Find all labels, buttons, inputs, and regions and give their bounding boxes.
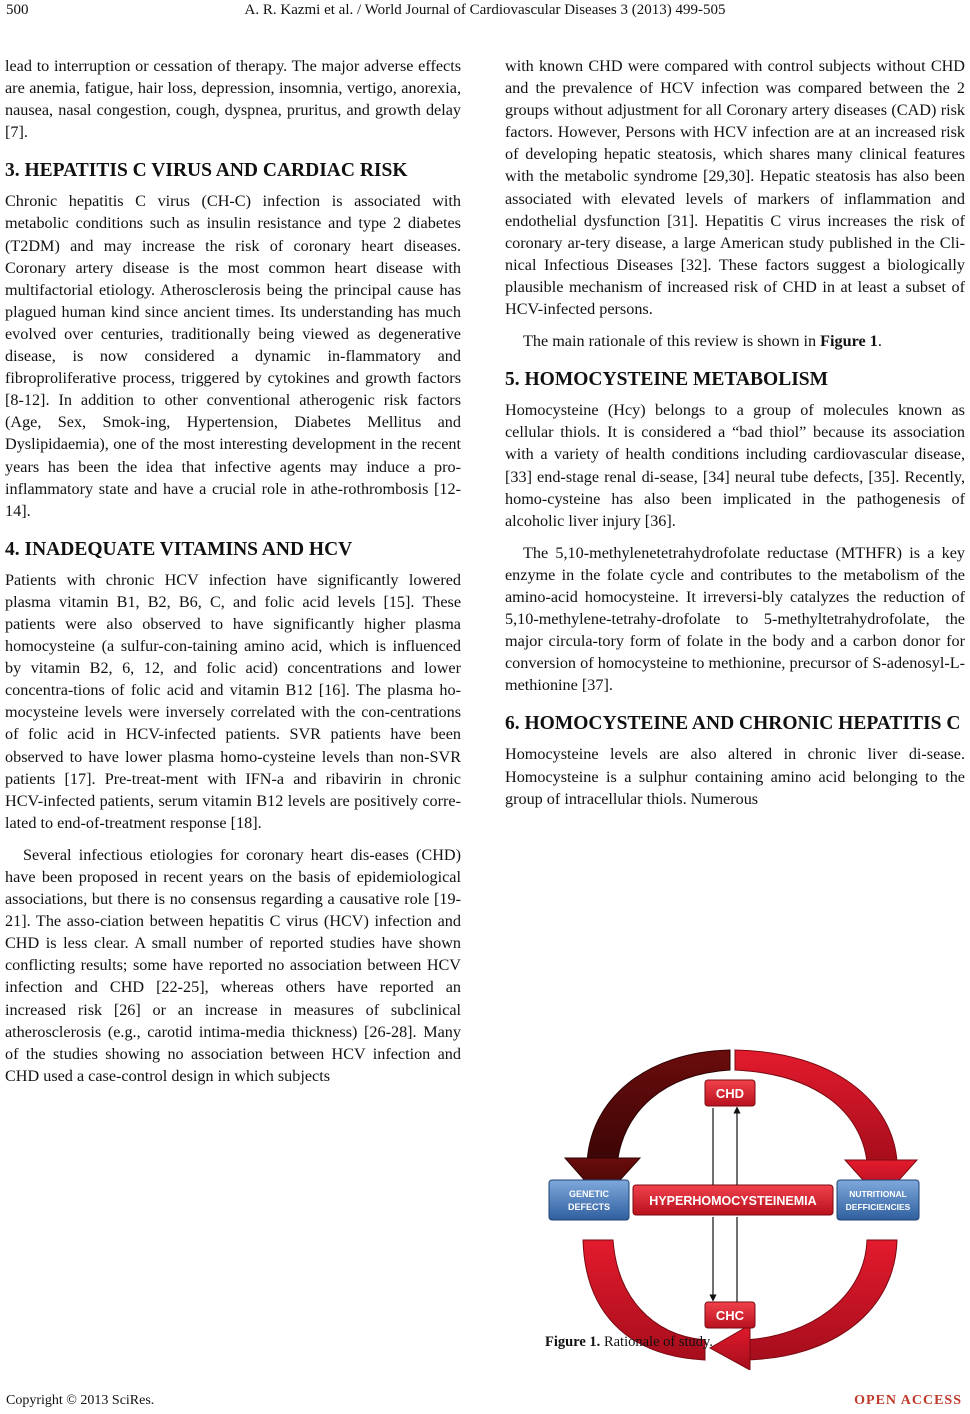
- nutritional-deficiencies-label-2: DEFFICIENCIES: [845, 1202, 911, 1212]
- caption-label: Figure 1.: [545, 1334, 601, 1350]
- section-heading-3: 3. HEPATITIS C VIRUS AND CARDIAC RISK: [5, 160, 408, 182]
- running-head: A. R. Kazmi et al. / World Journal of Cardiovascular Diseases 3 (2013) 499-505: [244, 2, 726, 18]
- section-heading-5: 5. HOMOCYSTEINE METABOLISM: [505, 369, 829, 391]
- figure-reference: Figure 1: [820, 332, 878, 351]
- genetic-defects-label-1: GENETIC: [568, 1189, 610, 1199]
- page-header: [0, 0, 970, 22]
- figure-caption: [545, 1334, 713, 1351]
- dark-red-curved-arrow: [587, 1050, 730, 1165]
- page-number: 500: [6, 2, 29, 18]
- section-heading-4: 4. INADEQUATE VITAMINS AND HCV: [5, 538, 353, 560]
- paragraph-figure-ref: [505, 330, 965, 352]
- nutritional-deficiencies-label-1: NUTRITIONAL: [849, 1189, 907, 1199]
- chd-label: CHD: [715, 1086, 745, 1101]
- left-column: [5, 55, 461, 1097]
- paragraph: lead to interruption or cessation of therapy. The major adverse effects are anemia, fatigue, hair loss, depression, insomnia, vertigo, anorexia, nausea, nasal congestion, cough, dyspnea, pruritus, and growth delay [7].: [5, 57, 461, 142]
- red-curved-arrow-bottom: [745, 1240, 897, 1360]
- copyright-footer: Copyright © 2013 SciRes.: [6, 1393, 155, 1408]
- paragraph: with known CHD were compared with control subjects without CHD and the prevalence of HCV infection was compared between the 2 groups without adjustment for all Coronary artery diseases (CAD) risk factors. However, Persons with HCV infection are at an increased risk of developing hepatic steatosis, which shares many clinical features with the metabolic syndrome [29,30]. Hepatic steatosis has also been associated with elevated levels of markers of inflammation and endothelial dysfunction [31]. Hepatitis C virus increases the risk of coronary ar-tery disease, a large American study published in the Cli-nical Infectious Diseases [32]. These factors suggest a biologically plausible mechanism of increased risk of CHD in at least a subset of HCV-infected persons.: [505, 57, 965, 319]
- paragraph: Patients with chronic HCV infection have significantly lowered plasma vitamin B1, B2, B6, C, and folic acid levels [15]. These patients were also observed to have significantly higher plasma homocysteine (a sulfur-con-taining amino acid, which is influenced by vitamin B2, 6, 12, and folic acid) concentrations and lower concentra-tions of folic acid and vitamin B12 [16]. The plasma ho-mocysteine levels were inversely correlated with the con-centrations of folic acid in HCV-infected patients. SVR patients have been observed to have lower plasma homo-cysteine levels than non-SVR patients [17]. Pre-treat-ment with IFN-a and ribavirin in chronic HCV-infected patients, serum vitamin B12 levels are positively corre-lated to end-of-treatment response [18].: [5, 570, 461, 832]
- open-access-footer: OPEN ACCESS: [854, 1393, 962, 1408]
- right-column: [505, 55, 965, 820]
- paragraph: The 5,10-methylenetetrahydrofolate reductase (MTHFR) is a key enzyme in the folate cycle and contributes to the metabolism of the amino-acid homocysteine. It irreversi-bly catalyzes the reduction of 5,10-methylene-tetrahy-drofolate to 5-methyltetrahydrofolate, the major circula-tory form of folate in the body and a carbon donor for conversion of homocysteine to methionine, precursor of S-adenosyl-L-methionine [37].: [505, 543, 965, 695]
- genetic-defects-label-2: DEFECTS: [567, 1202, 611, 1212]
- paragraph: Several infectious etiologies for coronary heart dis-eases (CHD) have been proposed in recent years on the basis of epidemiological associations, but there is no consensus regarding a causative role [19-21]. The asso-ciation between hepatitis C virus (HCV) infection and CHD is less clear. A small number of reported studies have shown conflicting results; some have reported no association between HCV infection and CHD [22-25], whereas others have reported an increased risk [26] or an increase in measures of subclinical atherosclerosis (e.g., carotid intima-media thickness) [26-28]. Many of the studies showing no association between HCV infection and CHD used a case-control design in which subjects: [5, 845, 461, 1085]
- paragraph: Homocysteine (Hcy) belongs to a group of molecules known as cellular thiols. It is considered a “bad thiol” because its association with a variety of health conditions including cardiovascular disease, [33] end-stage renal di-sease, [34] neural tube defects, [35]. Recently, homo-cysteine has also been implicated in the pathogenesis of alcoholic liver injury [36].: [505, 401, 965, 530]
- paragraph: Homocysteine levels are also altered in chronic liver di-sease. Homocysteine is a sulphur containing amino acid belonging to the group of intracellular thiols. Numerous: [505, 745, 965, 808]
- text: .: [877, 332, 882, 351]
- paragraph: Chronic hepatitis C virus (CH-C) infection is associated with metabolic conditions such as insulin resistance and type 2 diabetes (T2DM) and may increase the risk of coronary heart diseases. Coronary artery disease is the most common heart disease with multifactorial etiology. Atherosclerosis being the principal cause has plagued human kind since ancient times. Its understanding has much evolved over centuries, traditionally being viewed as degenerative disease, is now considered a dynamic in-flammatory and fibroproliferative process, triggered by cytokines and growth factors [8-12]. In addition to other conventional atherogenic risk factors (Age, Sex, Smok-ing, Hypertension, Diabetes Mellitus and Dyslipidaemia), one of the most interesting development in the recent years has been the idea that infective agents may induce a pro-inflammatory state and have a crucial role in athe-rothrombosis [12-14].: [5, 192, 461, 520]
- section-heading-6: 6. HOMOCYSTEINE AND CHRONIC HEPATITIS C: [505, 713, 961, 735]
- figure-1-diagram: [505, 1040, 965, 1370]
- hyperhomocysteinemia-label: HYPERHOMOCYSTEINEMIA: [649, 1194, 817, 1208]
- red-arrowhead-bottom: [710, 1325, 750, 1370]
- caption-text: Rationale of study.: [600, 1334, 713, 1350]
- chc-label: CHC: [715, 1308, 745, 1323]
- nutritional-deficiencies-box: [837, 1180, 919, 1220]
- genetic-defects-box: [549, 1180, 629, 1220]
- text: The main rationale of this review is shown in: [523, 332, 821, 351]
- red-curved-arrow-top: [735, 1050, 897, 1162]
